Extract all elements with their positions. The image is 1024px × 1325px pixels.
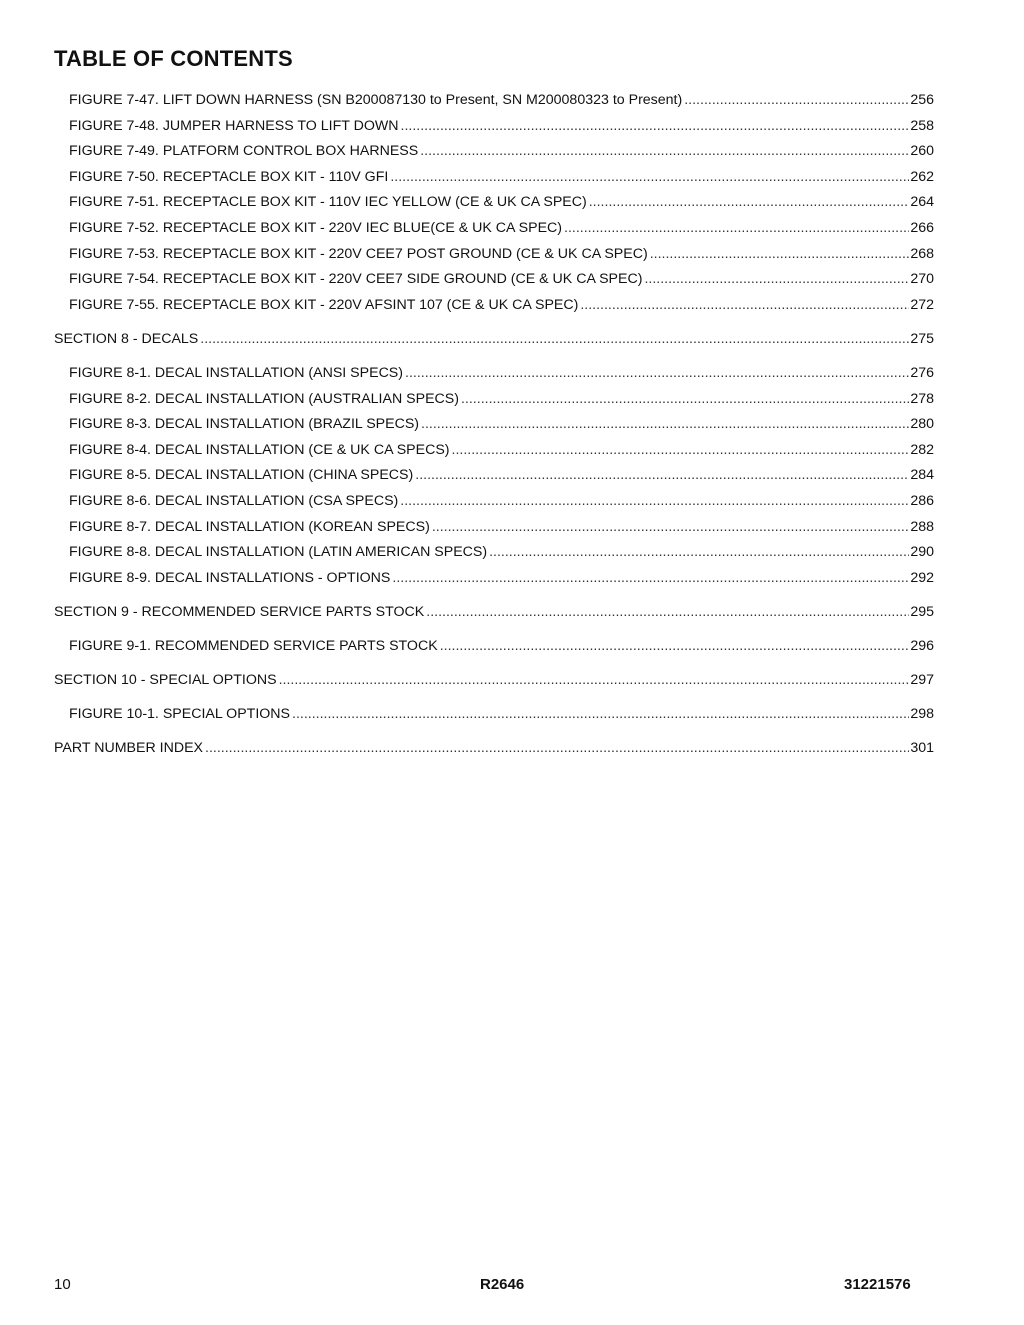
dot-leader bbox=[432, 515, 910, 541]
dot-leader bbox=[426, 600, 909, 626]
toc-entry[interactable] bbox=[54, 139, 934, 165]
toc-entry[interactable] bbox=[54, 387, 934, 413]
toc-entry-page: 258 bbox=[910, 117, 934, 134]
toc-entry-page: 292 bbox=[910, 569, 934, 586]
toc-entry[interactable] bbox=[54, 293, 934, 319]
toc-entry-label: FIGURE 10-1. SPECIAL OPTIONS bbox=[69, 706, 291, 723]
page-title: TABLE OF CONTENTS bbox=[54, 46, 293, 71]
dot-leader bbox=[405, 361, 909, 387]
toc-entry[interactable] bbox=[54, 267, 934, 293]
dot-leader bbox=[489, 540, 909, 566]
toc-entry-page: 284 bbox=[910, 467, 934, 484]
toc-entry-label: SECTION 9 - RECOMMENDED SERVICE PARTS STOCK bbox=[54, 603, 425, 620]
toc-entry-label: FIGURE 7-49. PLATFORM CONTROL BOX HARNESS bbox=[69, 143, 419, 160]
toc-entry-label: FIGURE 7-50. RECEPTACLE BOX KIT - 110V GFI bbox=[69, 168, 389, 185]
toc-entry-label: FIGURE 8-3. DECAL INSTALLATION (BRAZIL SPECS) bbox=[69, 416, 420, 433]
dot-leader bbox=[205, 736, 909, 762]
toc-section-entry[interactable] bbox=[54, 327, 934, 353]
toc-entry[interactable] bbox=[54, 566, 934, 592]
dot-leader bbox=[279, 668, 910, 694]
toc-entry[interactable] bbox=[54, 489, 934, 515]
toc-entry-page: 297 bbox=[910, 671, 934, 688]
dot-leader bbox=[390, 165, 909, 191]
toc-entry-label: FIGURE 8-1. DECAL INSTALLATION (ANSI SPECS) bbox=[69, 364, 403, 381]
toc-entry[interactable] bbox=[54, 515, 934, 541]
dot-leader bbox=[589, 190, 910, 216]
toc-entry-page: 280 bbox=[910, 416, 934, 433]
toc-entry-page: 275 bbox=[910, 330, 934, 347]
toc-entry-page: 288 bbox=[910, 518, 934, 535]
dot-leader bbox=[650, 242, 910, 268]
toc-entry-label: FIGURE 8-7. DECAL INSTALLATION (KOREAN SPECS) bbox=[69, 518, 430, 535]
toc-entry-page: 282 bbox=[910, 441, 934, 458]
toc-entry-page: 268 bbox=[910, 245, 934, 262]
dot-leader bbox=[440, 634, 910, 660]
toc-entry-page: 262 bbox=[910, 168, 934, 185]
toc-entry[interactable] bbox=[54, 412, 934, 438]
toc-entry[interactable] bbox=[54, 242, 934, 268]
toc-entry-page: 272 bbox=[910, 296, 934, 313]
toc-section-entry[interactable] bbox=[54, 668, 934, 694]
toc-entry-page: 264 bbox=[910, 194, 934, 211]
toc-entry-label: FIGURE 8-8. DECAL INSTALLATION (LATIN AMERICAN SPECS) bbox=[69, 544, 488, 561]
toc-entry[interactable] bbox=[54, 634, 934, 660]
dot-leader bbox=[452, 438, 910, 464]
dot-leader bbox=[420, 139, 909, 165]
toc-entry-page: 278 bbox=[910, 390, 934, 407]
toc-section-entry[interactable] bbox=[54, 600, 934, 626]
dot-leader bbox=[400, 489, 909, 515]
toc-entry-page: 260 bbox=[910, 143, 934, 160]
toc-entry[interactable] bbox=[54, 702, 934, 728]
toc-entry-label: SECTION 10 - SPECIAL OPTIONS bbox=[54, 671, 277, 688]
toc-entry-label: FIGURE 8-9. DECAL INSTALLATIONS - OPTIONS bbox=[69, 569, 391, 586]
toc-entry-page: 296 bbox=[910, 637, 934, 654]
toc-entry[interactable] bbox=[54, 190, 934, 216]
toc-entry[interactable] bbox=[54, 88, 934, 114]
toc-entry-label: FIGURE 7-53. RECEPTACLE BOX KIT - 220V CEE7 POST GROUND (CE & UK CA SPEC) bbox=[69, 245, 648, 262]
footer-model: R2646 bbox=[480, 1276, 525, 1293]
dot-leader bbox=[392, 566, 909, 592]
toc-entry-page: 266 bbox=[910, 219, 934, 236]
toc-entry-page: 298 bbox=[910, 706, 934, 723]
toc-entry[interactable] bbox=[54, 438, 934, 464]
dot-leader bbox=[684, 88, 909, 114]
dot-leader bbox=[200, 327, 909, 353]
toc-entry[interactable] bbox=[54, 463, 934, 489]
toc-entry[interactable] bbox=[54, 361, 934, 387]
toc-entry-page: 286 bbox=[910, 492, 934, 509]
dot-leader bbox=[461, 387, 909, 413]
toc-entry-label: FIGURE 8-6. DECAL INSTALLATION (CSA SPECS) bbox=[69, 492, 399, 509]
toc-entry-page: 270 bbox=[910, 271, 934, 288]
toc-entry-label: FIGURE 7-54. RECEPTACLE BOX KIT - 220V CEE7 SIDE GROUND (CE & UK CA SPEC) bbox=[69, 271, 643, 288]
toc-entry-page: 256 bbox=[910, 92, 934, 108]
toc-entry-label: FIGURE 8-2. DECAL INSTALLATION (AUSTRALIAN SPECS) bbox=[69, 390, 459, 407]
dot-leader bbox=[292, 702, 909, 728]
toc-entry-page: 301 bbox=[910, 740, 934, 757]
toc-entry[interactable] bbox=[54, 165, 934, 191]
toc-entry-page: 290 bbox=[910, 544, 934, 561]
footer-page-number: 10 bbox=[54, 1276, 71, 1293]
toc-entry-label: FIGURE 7-55. RECEPTACLE BOX KIT - 220V AFSINT 107 (CE & UK CA SPEC) bbox=[69, 296, 579, 313]
dot-leader bbox=[580, 293, 909, 319]
toc-entry[interactable] bbox=[54, 114, 934, 140]
toc-entry-label: PART NUMBER INDEX bbox=[54, 740, 203, 757]
dot-leader bbox=[401, 114, 910, 140]
toc-entry-label: FIGURE 7-47. LIFT DOWN HARNESS (SN B200087130 to Present, SN M200080323 to Present) bbox=[69, 92, 683, 108]
footer-doc-number: 31221576 bbox=[844, 1276, 911, 1293]
toc-entry-label: SECTION 8 - DECALS bbox=[54, 330, 199, 347]
toc-entry-label: FIGURE 8-5. DECAL INSTALLATION (CHINA SPECS) bbox=[69, 467, 414, 484]
toc-entry[interactable] bbox=[54, 540, 934, 566]
toc-entry-label: FIGURE 7-48. JUMPER HARNESS TO LIFT DOWN bbox=[69, 117, 399, 134]
dot-leader bbox=[644, 267, 909, 293]
toc-list bbox=[54, 88, 934, 770]
toc-entry-page: 295 bbox=[910, 603, 934, 620]
toc-entry-page: 276 bbox=[910, 364, 934, 381]
dot-leader bbox=[415, 463, 909, 489]
toc-entry-label: FIGURE 9-1. RECOMMENDED SERVICE PARTS STOCK bbox=[69, 637, 438, 654]
dot-leader bbox=[564, 216, 909, 242]
dot-leader bbox=[421, 412, 909, 438]
toc-section-entry[interactable] bbox=[54, 736, 934, 762]
toc-entry-label: FIGURE 8-4. DECAL INSTALLATION (CE & UK CA SPECS) bbox=[69, 441, 450, 458]
toc-entry-label: FIGURE 7-52. RECEPTACLE BOX KIT - 220V IEC BLUE(CE & UK CA SPEC) bbox=[69, 219, 563, 236]
toc-entry-label: FIGURE 7-51. RECEPTACLE BOX KIT - 110V IEC YELLOW (CE & UK CA SPEC) bbox=[69, 194, 587, 211]
toc-entry[interactable] bbox=[54, 216, 934, 242]
